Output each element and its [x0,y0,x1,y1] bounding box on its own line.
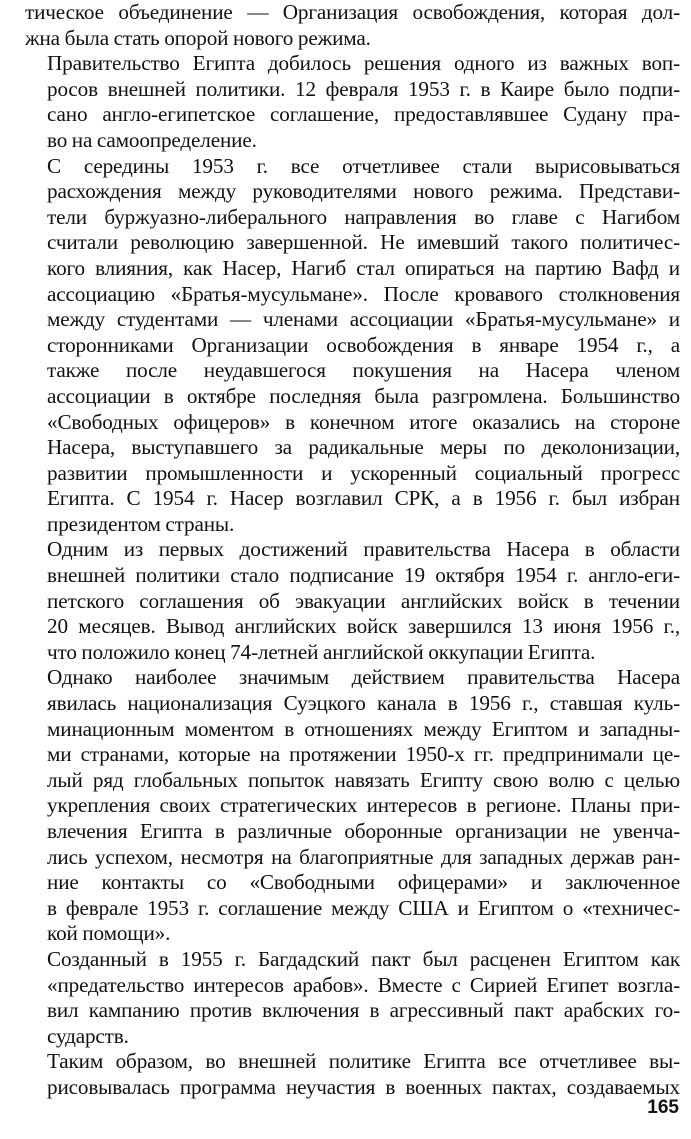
text-line: тическое объединение — Организация освобождения, которая дол- [25,0,680,24]
text-line: влечения Египта в различные оборонные организации не увенча- [47,819,680,843]
text-line: росов внешней политики. 12 февраля 1953 г. в Каире было подпи- [47,76,680,101]
text-line: сторонниками Организации освобождения в январе 1954 г., а [47,332,680,357]
text-line: ассоциации в октябре последняя была разгромлена. Большинство [47,383,680,408]
text-line: кого влияния, как Насер, Нагиб стал опираться на партию Вафд и [47,255,680,280]
text-line: Таким образом, во внешней политике Египта все отчетливее вы- [47,1049,680,1074]
text-line: явилась национализация Суэцкого канала в 1956 г., ставшая куль- [47,691,680,716]
text-line: петского соглашения об эвакуации английских войск в течении [47,588,680,613]
text-line: Однако наиболее значимым действием правительства Насера [47,665,680,690]
text-line: внешней политики стало подписание 19 октября 1954 г. англо-еги- [47,563,680,588]
text-line: Египта. С 1954 г. Насер возглавил СРК, а в 1956 г. был избран [47,486,680,511]
text-line: 20 месяцев. Вывод английских войск завершился 13 июня 1956 г., [47,614,680,639]
text-line: развитии промышленности и ускоренный социальный прогресс [47,460,680,485]
text-line: тели буржуазно-либерального направления во главе с Нагибом [47,204,680,229]
page-number: 165 [647,1097,679,1118]
text-line: рисовывалась программа неучастия в военных пактах, создаваемых [47,1074,680,1099]
text-line: вил кампанию против включения в агрессивный пакт арабских го- [47,998,680,1023]
text-line: ассоциацию «Братья-мусульмане». После кровавого столкновения [47,281,680,306]
paragraph [25,947,680,1049]
text-line: сударств. [47,1023,129,1048]
paragraph [25,1049,680,1100]
text-line: Насера, выступавшего за радикальные меры по деколонизации, [47,435,680,460]
paragraph [25,154,680,538]
text-line: ние контакты со «Свободными офицерами» и заключенное [47,870,680,895]
text-line: кой помощи». [47,921,171,946]
text-line: расхождения между руководителями нового режима. Представи- [47,179,680,204]
paragraph [25,51,680,153]
text-line: Созданный в 1955 г. Багдадский пакт был расценен Египтом как [47,946,680,971]
text-line: также после неудавшегося покушения на Насера членом [47,358,680,383]
text-line: «Свободных офицеров» в конечном итоге оказались на стороне [47,409,680,434]
text-line: укрепления своих стратегических интересов в регионе. Планы при- [47,793,680,818]
paragraph [25,665,680,947]
text-line: ми странами, которые на протяжении 1950-х гг. предпринимали це- [47,742,680,767]
paragraph [25,0,680,51]
paragraph [25,537,680,665]
text-line: лись успехом, несмотря на благоприятные для западных держав ран- [47,844,680,869]
text-line: «предательство интересов арабов». Вместе с Сирией Египет возгла- [47,972,680,997]
text-line: Одним из первых достижений правительства Насера в области [47,537,680,562]
text-line: минационным моментом в отношениях между Египтом и западны- [47,716,680,741]
text-line: Правительство Египта добилось решения одного из важных воп- [47,51,680,76]
text-line: что положило конец 74-летней английской оккупации Египта. [47,639,596,664]
text-line: сано англо-египетское соглашение, предоставлявшее Судану пра- [47,102,680,127]
text-line: президентом страны. [47,511,235,536]
text-line: в феврале 1953 г. соглашение между США и Египтом о «техничес- [47,895,680,920]
text-line: жна была стать опорой нового режима. [25,25,371,50]
text-line: во на самоопределение. [47,127,257,152]
body-text [25,0,680,1101]
text-line: лый ряд глобальных попыток навязать Египту свою волю с целью [47,767,680,792]
text-line: между студентами — членами ассоциации «Братья-мусульмане» и [47,307,680,332]
text-line: С середины 1953 г. все отчетливее стали вырисовываться [47,153,680,178]
text-line: считали революцию завершенной. Не имевший такого политичес- [47,230,680,255]
